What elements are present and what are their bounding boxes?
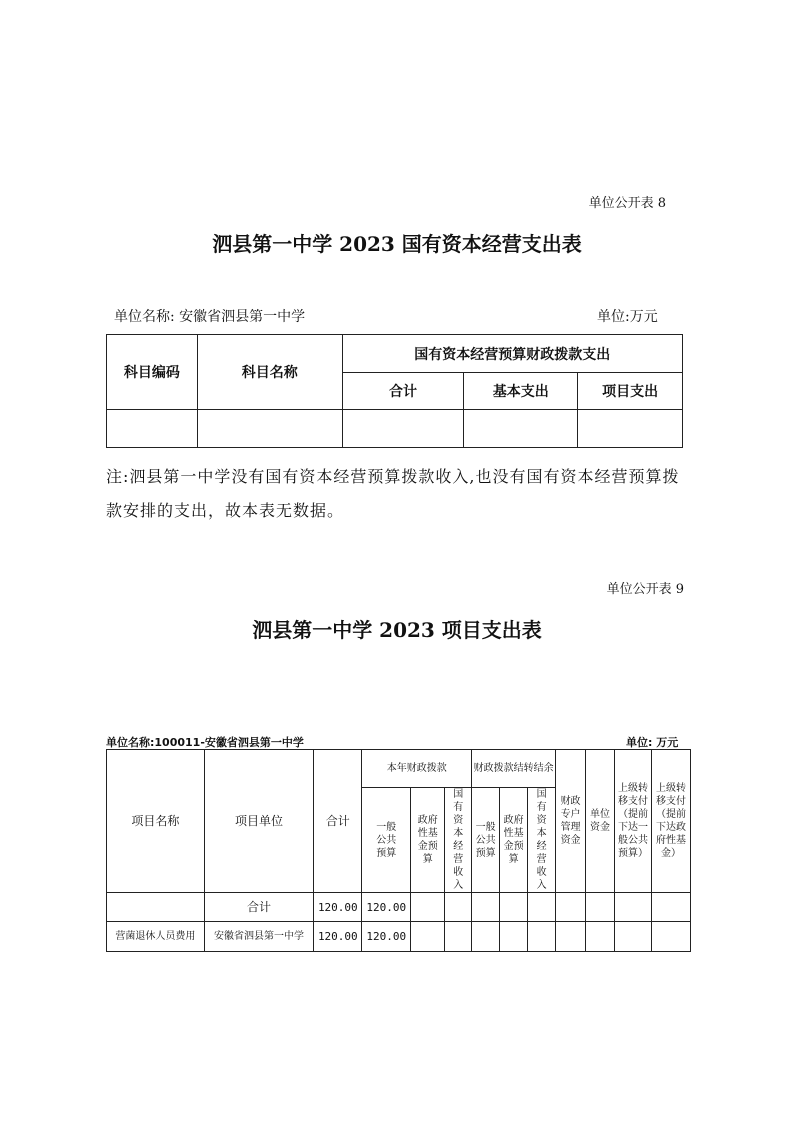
empty-cell — [586, 922, 615, 952]
page-title-8: 泗县第一中学 2023 国有资本经营支出表 — [212, 232, 582, 256]
header-general-budget: 一般公共预算 — [362, 788, 411, 893]
empty-cell — [528, 893, 556, 922]
empty-cell — [107, 410, 198, 448]
header-total: 合计 — [314, 750, 362, 893]
empty-cell — [472, 893, 500, 922]
unit-label-9: 单位: 万元 — [626, 736, 679, 749]
header-unit-fund: 单位资金 — [586, 750, 615, 893]
empty-cell — [445, 922, 472, 952]
empty-cell — [651, 893, 690, 922]
empty-cell — [578, 410, 683, 448]
state-capital-table — [106, 334, 683, 448]
row-general: 120.00 — [362, 922, 411, 952]
row-project-name — [107, 893, 205, 922]
empty-cell — [615, 922, 652, 952]
row-project-unit: 安徽省泗县第一中学 — [204, 922, 314, 952]
empty-cell — [464, 410, 578, 448]
header-total: 合计 — [342, 373, 464, 410]
header-gov-fund-2: 政府性基金预算 — [500, 788, 528, 893]
table-number-9: 单位公开表 9 — [606, 582, 684, 597]
header-project: 项目支出 — [578, 373, 683, 410]
empty-cell — [586, 893, 615, 922]
empty-cell — [556, 893, 586, 922]
header-subject-name: 科目名称 — [197, 335, 342, 410]
header-transfer-gov: 上级转移支付（提前下达政府性基金） — [651, 750, 690, 893]
empty-cell — [411, 922, 445, 952]
header-carryover-group: 财政拨款结转结余 — [472, 750, 556, 788]
empty-cell — [472, 922, 500, 952]
header-state-capital-group: 国有资本经营预算财政拨款支出 — [342, 335, 682, 373]
header-general-budget-2: 一般公共预算 — [472, 788, 500, 893]
header-gov-fund: 政府性基金预算 — [411, 788, 445, 893]
note-text: 注:泗县第一中学没有国有资本经营预算拨款收入,也没有国有资本经营预算拨款安排的支出，故本表无数据。 — [106, 467, 680, 520]
row-general: 120.00 — [362, 893, 411, 922]
unit-name-9: 单位名称:100011-安徽省泗县第一中学 — [106, 736, 304, 749]
empty-cell — [528, 922, 556, 952]
row-project-name: 营菌退休人员费用 — [107, 922, 205, 952]
header-state-capital-2: 国有资本经营收入 — [528, 788, 556, 893]
header-basic: 基本支出 — [464, 373, 578, 410]
row-total: 120.00 — [314, 922, 362, 952]
empty-cell — [500, 893, 528, 922]
row-total: 120.00 — [314, 893, 362, 922]
row-project-unit: 合计 — [204, 893, 314, 922]
header-state-capital: 国有资本经营收入 — [445, 788, 472, 893]
project-expense-table — [106, 749, 691, 952]
unit-label-8: 单位:万元 — [597, 309, 658, 325]
empty-cell — [500, 922, 528, 952]
header-special-account: 财政专户管理资金 — [556, 750, 586, 893]
header-project-name: 项目名称 — [107, 750, 205, 893]
page-title-9: 泗县第一中学 2023 项目支出表 — [252, 618, 542, 642]
empty-cell — [445, 893, 472, 922]
header-project-unit: 项目单位 — [204, 750, 314, 893]
empty-cell — [556, 922, 586, 952]
table-number-8: 单位公开表 8 — [588, 196, 666, 211]
empty-cell — [197, 410, 342, 448]
empty-cell — [615, 893, 652, 922]
empty-cell — [411, 893, 445, 922]
header-subject-code: 科目编码 — [107, 335, 198, 410]
unit-name-8: 单位名称: 安徽省泗县第一中学 — [114, 309, 306, 325]
empty-cell — [342, 410, 464, 448]
header-current-year-group: 本年财政拨款 — [362, 750, 472, 788]
empty-cell — [651, 922, 690, 952]
header-transfer-general: 上级转移支付（提前下达一般公共预算） — [615, 750, 652, 893]
